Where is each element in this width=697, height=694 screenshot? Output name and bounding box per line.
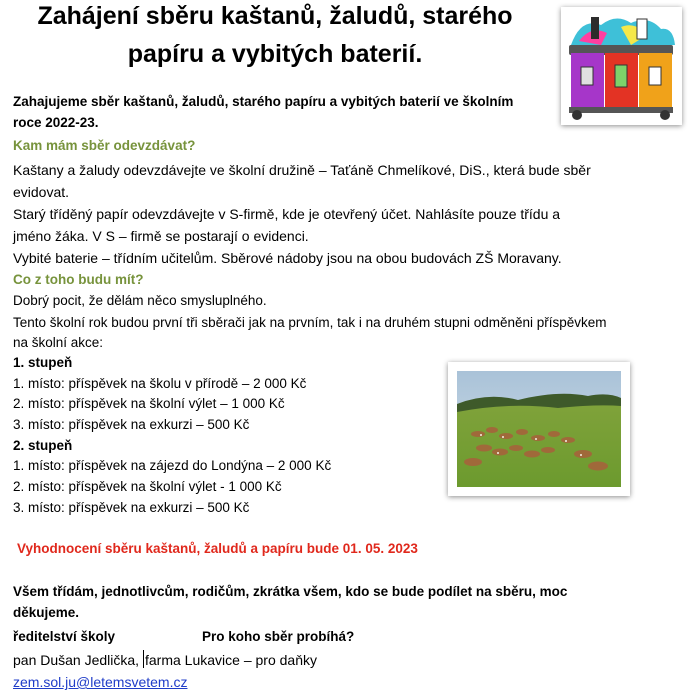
benefit-heading: Co z toho budu mít? <box>13 272 144 287</box>
stupen2-item: 3. místo: příspěvek na exkurzi – 500 Kč <box>13 500 250 515</box>
signature-right-label: Pro koho sběr probíhá? <box>202 629 355 644</box>
evaluation-notice: Vyhodnocení sběru kaštanů, žaludů a papíru bude 01. 05. 2023 <box>17 541 418 556</box>
stupen2-item: 2. místo: příspěvek na školní výlet - 1 000 Kč <box>13 479 282 494</box>
where-p2-line-2: jméno žáka. V S – firmě se postarají o evidenci. <box>13 228 309 244</box>
intro-line-2: roce 2022-23. <box>13 115 99 130</box>
intro-line-1: Zahajujeme sběr kaštanů, žaludů, starého papíru a vybitých baterií ve školním <box>13 94 514 109</box>
page-title-line-2: papíru a vybitých baterií. <box>127 40 423 68</box>
recycling-bins-image <box>561 7 682 125</box>
signature-right-text: farma Lukavice – pro daňky <box>145 652 317 668</box>
where-heading: Kam mám sběr odevzdávat? <box>13 138 196 153</box>
stupen2-item: 1. místo: příspěvek na zájezd do Londýna – 2 000 Kč <box>13 458 332 473</box>
email-link[interactable]: zem.sol.ju@letemsvetem.cz <box>13 674 188 690</box>
benefit-p2-line-1: Tento školní rok budou první tři sběrači jak na prvním, tak i na druhém stupni odměněni příspěvkem <box>13 315 607 330</box>
stupen2-heading: 2. stupeň <box>13 438 73 453</box>
text-cursor <box>143 650 144 668</box>
benefit-p2-line-2: na školní akce: <box>13 335 104 350</box>
where-p3: Vybité baterie – třídním učitelům. Sběrové nádoby jsou na obou budovách ZŠ Moravany. <box>13 250 562 266</box>
thanks-line-2: děkujeme. <box>13 605 80 620</box>
where-p1-line-2: evidovat. <box>13 184 70 200</box>
stupen1-item: 2. místo: příspěvek na školní výlet – 1 000 Kč <box>13 396 285 411</box>
where-p2-line-1: Starý tříděný papír odevzdávejte v S-firmě, kde je otevřený účet. Nahlásíte pouze třídu a <box>13 206 561 222</box>
deer-photo <box>448 362 630 496</box>
stupen1-item: 3. místo: příspěvek na exkurzi – 500 Kč <box>13 417 250 432</box>
where-p1-line-1: Kaštany a žaludy odevzdávejte ve školní družině – Taťáně Chmelíkové, DiS., která bude sběr <box>13 162 591 178</box>
page-title-line-1: Zahájení sběru kaštanů, žaludů, starého <box>37 2 513 30</box>
stupen1-item: 1. místo: příspěvek na školu v přírodě – 2 000 Kč <box>13 376 307 391</box>
signature-left-label: ředitelství školy <box>13 629 116 644</box>
signature-left-name: pan Dušan Jedlička, <box>13 652 140 668</box>
benefit-p1: Dobrý pocit, že dělám něco smysluplného. <box>13 293 267 308</box>
thanks-line-1: Všem třídám, jednotlivcům, rodičům, zkrátka všem, kdo se bude podílet na sběru, moc <box>13 584 568 599</box>
stupen1-heading: 1. stupeň <box>13 355 73 370</box>
